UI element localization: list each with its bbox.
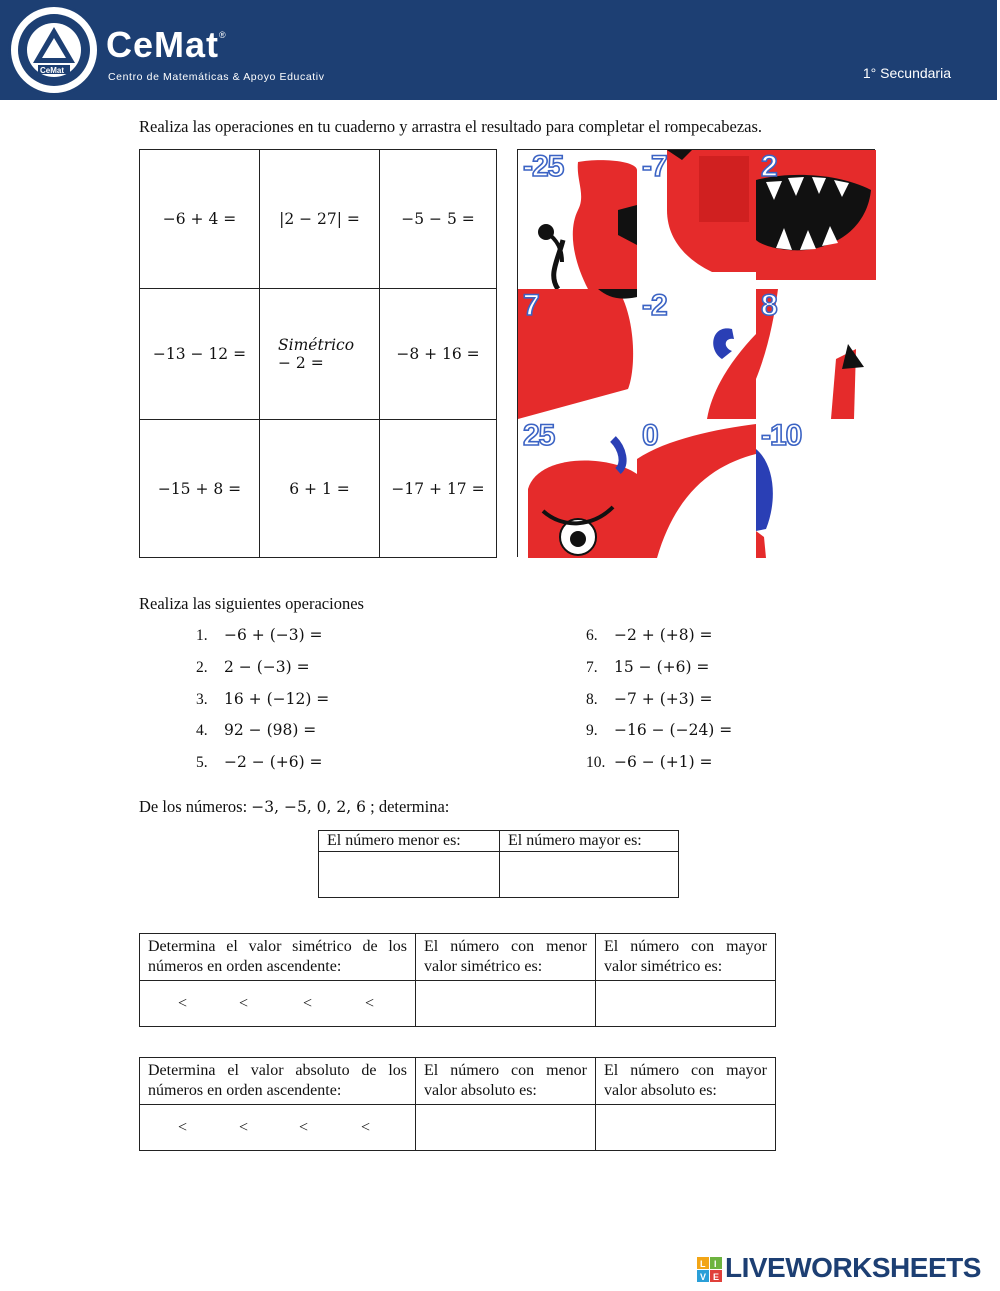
simetrico-table: [139, 933, 776, 1027]
puzzle-piece-number: 7: [523, 289, 539, 322]
puzzle-piece[interactable]: [756, 289, 876, 420]
puzzle-piece[interactable]: [637, 419, 757, 558]
puzzle-piece-number: 25: [523, 419, 555, 452]
liveworksheets-icon: [697, 1257, 723, 1283]
logo-label: CeMat: [40, 66, 65, 75]
operation-item: 1. −6 + (−3) =: [196, 626, 323, 644]
icon-letter: V: [700, 1272, 707, 1282]
icon-letter: I: [714, 1259, 717, 1269]
operation-cell: 6 + 1 =: [260, 420, 380, 558]
operation-item: 2. 2 − (−3) =: [196, 658, 310, 676]
brand-tagline: Centro de Matemáticas & Apoyo Educativ: [108, 71, 325, 83]
mayor-label: El número mayor es:: [500, 831, 679, 852]
absoluto-menor-label: El número con menor valor absoluto es:: [416, 1058, 596, 1105]
operation-item: 3. 16 + (−12) =: [196, 690, 330, 708]
simetrico-menor-label: El número con menor valor simétrico es:: [416, 934, 596, 981]
absoluto-table: [139, 1057, 776, 1151]
less-than-sign: <: [303, 994, 313, 1012]
absoluto-mayor-label: El número con mayor valor absoluto es:: [596, 1058, 776, 1105]
operation-item: 8. −7 + (+3) =: [586, 690, 713, 708]
operations-instruction: Realiza las siguientes operaciones: [139, 594, 364, 613]
puzzle-piece-number: -10: [761, 419, 802, 452]
puzzle-piece-number: -7: [642, 150, 667, 183]
simetrico-expression: − 2 =: [278, 354, 324, 372]
simetrico-order-field[interactable]: [140, 981, 416, 1027]
operations-grid: [139, 149, 497, 558]
grade-label: 1° Secundaria: [862, 65, 951, 81]
operation-cell: −15 + 8 =: [140, 420, 260, 558]
puzzle-board: [517, 149, 875, 557]
operation-item: 7. 15 − (+6) =: [586, 658, 710, 676]
absoluto-menor-field[interactable]: [416, 1105, 596, 1151]
operation-cell: −8 + 16 =: [380, 289, 497, 420]
operation-item: 4. 92 − (98) =: [196, 721, 317, 739]
operation-cell: −13 − 12 =: [140, 289, 260, 420]
numbers-intro: De los números: −3, −5, 0, 2, 6 ; determina:: [139, 797, 450, 816]
absoluto-order-field[interactable]: [140, 1105, 416, 1151]
puzzle-piece-number: 2: [761, 150, 777, 183]
menor-label: El número menor es:: [319, 831, 500, 852]
simetrico-mayor-label: El número con mayor valor simétrico es:: [596, 934, 776, 981]
puzzle-piece-number: 8: [761, 289, 777, 322]
icon-letter: E: [713, 1272, 720, 1282]
puzzle-piece-number: -25: [523, 150, 564, 183]
operation-item: 5. −2 − (+6) =: [196, 753, 323, 771]
liveworksheets-wordmark: LIVEWORKSHEETS: [725, 1252, 981, 1283]
absoluto-mayor-field[interactable]: [596, 1105, 776, 1151]
less-than-sign: <: [178, 994, 188, 1012]
puzzle-piece[interactable]: [756, 419, 876, 558]
minmax-table: [318, 830, 679, 898]
operation-cell: |2 − 27| =: [260, 150, 380, 289]
operation-cell: −5 − 5 =: [380, 150, 497, 289]
simetrico-mayor-field[interactable]: [596, 981, 776, 1027]
puzzle-piece[interactable]: [637, 289, 757, 420]
operation-item: 10. −6 − (+1) =: [586, 753, 713, 771]
absoluto-order-label: Determina el valor absoluto de los números en orden ascendente:: [140, 1058, 416, 1105]
operation-cell: −6 + 4 =: [140, 150, 260, 289]
puzzle-piece-number: -2: [642, 289, 667, 322]
operation-cell: [260, 289, 380, 420]
puzzle-piece[interactable]: [518, 419, 638, 558]
puzzle-piece[interactable]: [756, 150, 876, 290]
less-than-sign: <: [299, 1118, 309, 1136]
less-than-sign: <: [178, 1118, 188, 1136]
logo-emblem-icon: [11, 7, 97, 93]
puzzle-instruction: Realiza las operaciones en tu cuaderno y arrastra el resultado para completar el rompecabezas.: [139, 117, 763, 136]
menor-answer-field[interactable]: [319, 852, 500, 898]
icon-letter: L: [700, 1259, 706, 1269]
less-than-sign: <: [239, 994, 249, 1012]
simetrico-menor-field[interactable]: [416, 981, 596, 1027]
puzzle-piece[interactable]: [518, 150, 638, 290]
brand-name: CeMat®: [106, 24, 227, 65]
puzzle-piece[interactable]: [518, 289, 638, 420]
less-than-sign: <: [361, 1118, 371, 1136]
mayor-answer-field[interactable]: [500, 852, 679, 898]
operation-item: 9. −16 − (−24) =: [586, 721, 733, 739]
puzzle-piece[interactable]: [637, 150, 757, 290]
cemat-logo: [8, 4, 100, 96]
simetrico-order-label: Determina el valor simétrico de los números en orden ascendente:: [140, 934, 416, 981]
page-header: [0, 0, 997, 100]
puzzle-piece-number: 0: [642, 419, 658, 452]
operation-cell: −17 + 17 =: [380, 420, 497, 558]
operation-item: 6. −2 + (+8) =: [586, 626, 713, 644]
less-than-sign: <: [365, 994, 375, 1012]
less-than-sign: <: [239, 1118, 249, 1136]
simetrico-label: Simétrico: [278, 336, 355, 354]
